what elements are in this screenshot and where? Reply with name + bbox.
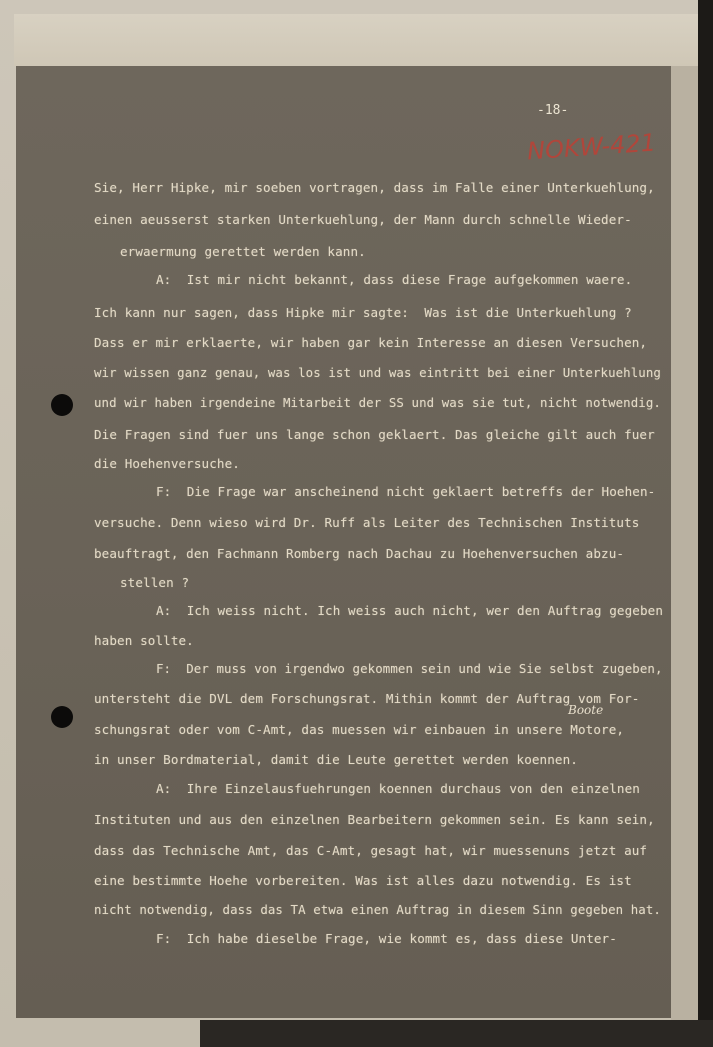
text-line: Dass er mir erklaerte, wir haben gar kein Interesse an diesen Versuchen, (94, 335, 648, 350)
text-line: Instituten und aus den einzelnen Bearbeitern gekommen sein. Es kann sein, (94, 812, 655, 827)
scan-background-bottom (200, 1020, 713, 1047)
scan-background-right (698, 0, 713, 1047)
punch-hole-upper (51, 394, 73, 416)
top-margin-strip (14, 14, 698, 66)
text-line: Ich kann nur sagen, dass Hipke mir sagte: Was ist die Unterkuehlung ? (94, 305, 632, 320)
punch-hole-lower (51, 706, 73, 728)
document-reference-handwritten: NOKW-421 (526, 128, 657, 166)
text-line: die Hoehenversuche. (94, 456, 240, 471)
text-line: in unser Bordmaterial, damit die Leute gerettet werden koennen. (94, 752, 578, 767)
text-line: haben sollte. (94, 633, 194, 648)
text-line: F: Der muss von irgendwo gekommen sein und wie Sie selbst zugeben, (156, 661, 663, 676)
text-line: A: Ihre Einzelausfuehrungen koennen durchaus von den einzelnen (156, 781, 640, 796)
handwritten-correction: Boote (568, 703, 604, 717)
text-line: A: Ich weiss nicht. Ich weiss auch nicht, wer den Auftrag gegeben (156, 603, 664, 618)
text-line: wir wissen ganz genau, was los ist und was eintritt bei einer Unterkuehlung (94, 365, 661, 380)
text-line: beauftragt, den Fachmann Romberg nach Dachau zu Hoehenversuchen abzu- (94, 546, 625, 561)
text-line: F: Ich habe dieselbe Frage, wie kommt es, dass diese Unter- (156, 931, 617, 946)
text-line: untersteht die DVL dem Forschungsrat. Mithin kommt der Auftrag vom For- (94, 691, 640, 706)
text-line: versuche. Denn wieso wird Dr. Ruff als Leiter des Technischen Instituts (94, 515, 640, 530)
text-line: und wir haben irgendeine Mitarbeit der SS und was sie tut, nicht notwendig. (94, 395, 661, 410)
text-line: eine bestimmte Hoehe vorbereiten. Was ist alles dazu notwendig. Es ist (94, 873, 632, 888)
text-line: erwaermung gerettet werden kann. (120, 244, 366, 259)
text-line: dass das Technische Amt, das C-Amt, gesagt hat, wir muessenuns jetzt auf (94, 843, 648, 858)
text-line: schungsrat oder vom C-Amt, das muessen wir einbauen in unsere Motore, (94, 722, 625, 737)
right-margin-strip (671, 66, 698, 1021)
page-number: -18- (537, 103, 569, 118)
text-line: Sie, Herr Hipke, mir soeben vortragen, dass im Falle einer Unterkuehlung, (94, 180, 655, 195)
text-line: einen aeusserst starken Unterkuehlung, der Mann durch schnelle Wieder- (94, 212, 632, 227)
text-line: F: Die Frage war anscheinend nicht geklaert betreffs der Hoehen- (156, 484, 656, 499)
text-line: A: Ist mir nicht bekannt, dass diese Frage aufgekommen waere. (156, 272, 633, 287)
text-line: nicht notwendig, dass das TA etwa einen Auftrag in diesem Sinn gegeben hat. (94, 902, 661, 917)
text-line: stellen ? (120, 575, 190, 590)
text-line: Die Fragen sind fuer uns lange schon geklaert. Das gleiche gilt auch fuer (94, 427, 655, 442)
